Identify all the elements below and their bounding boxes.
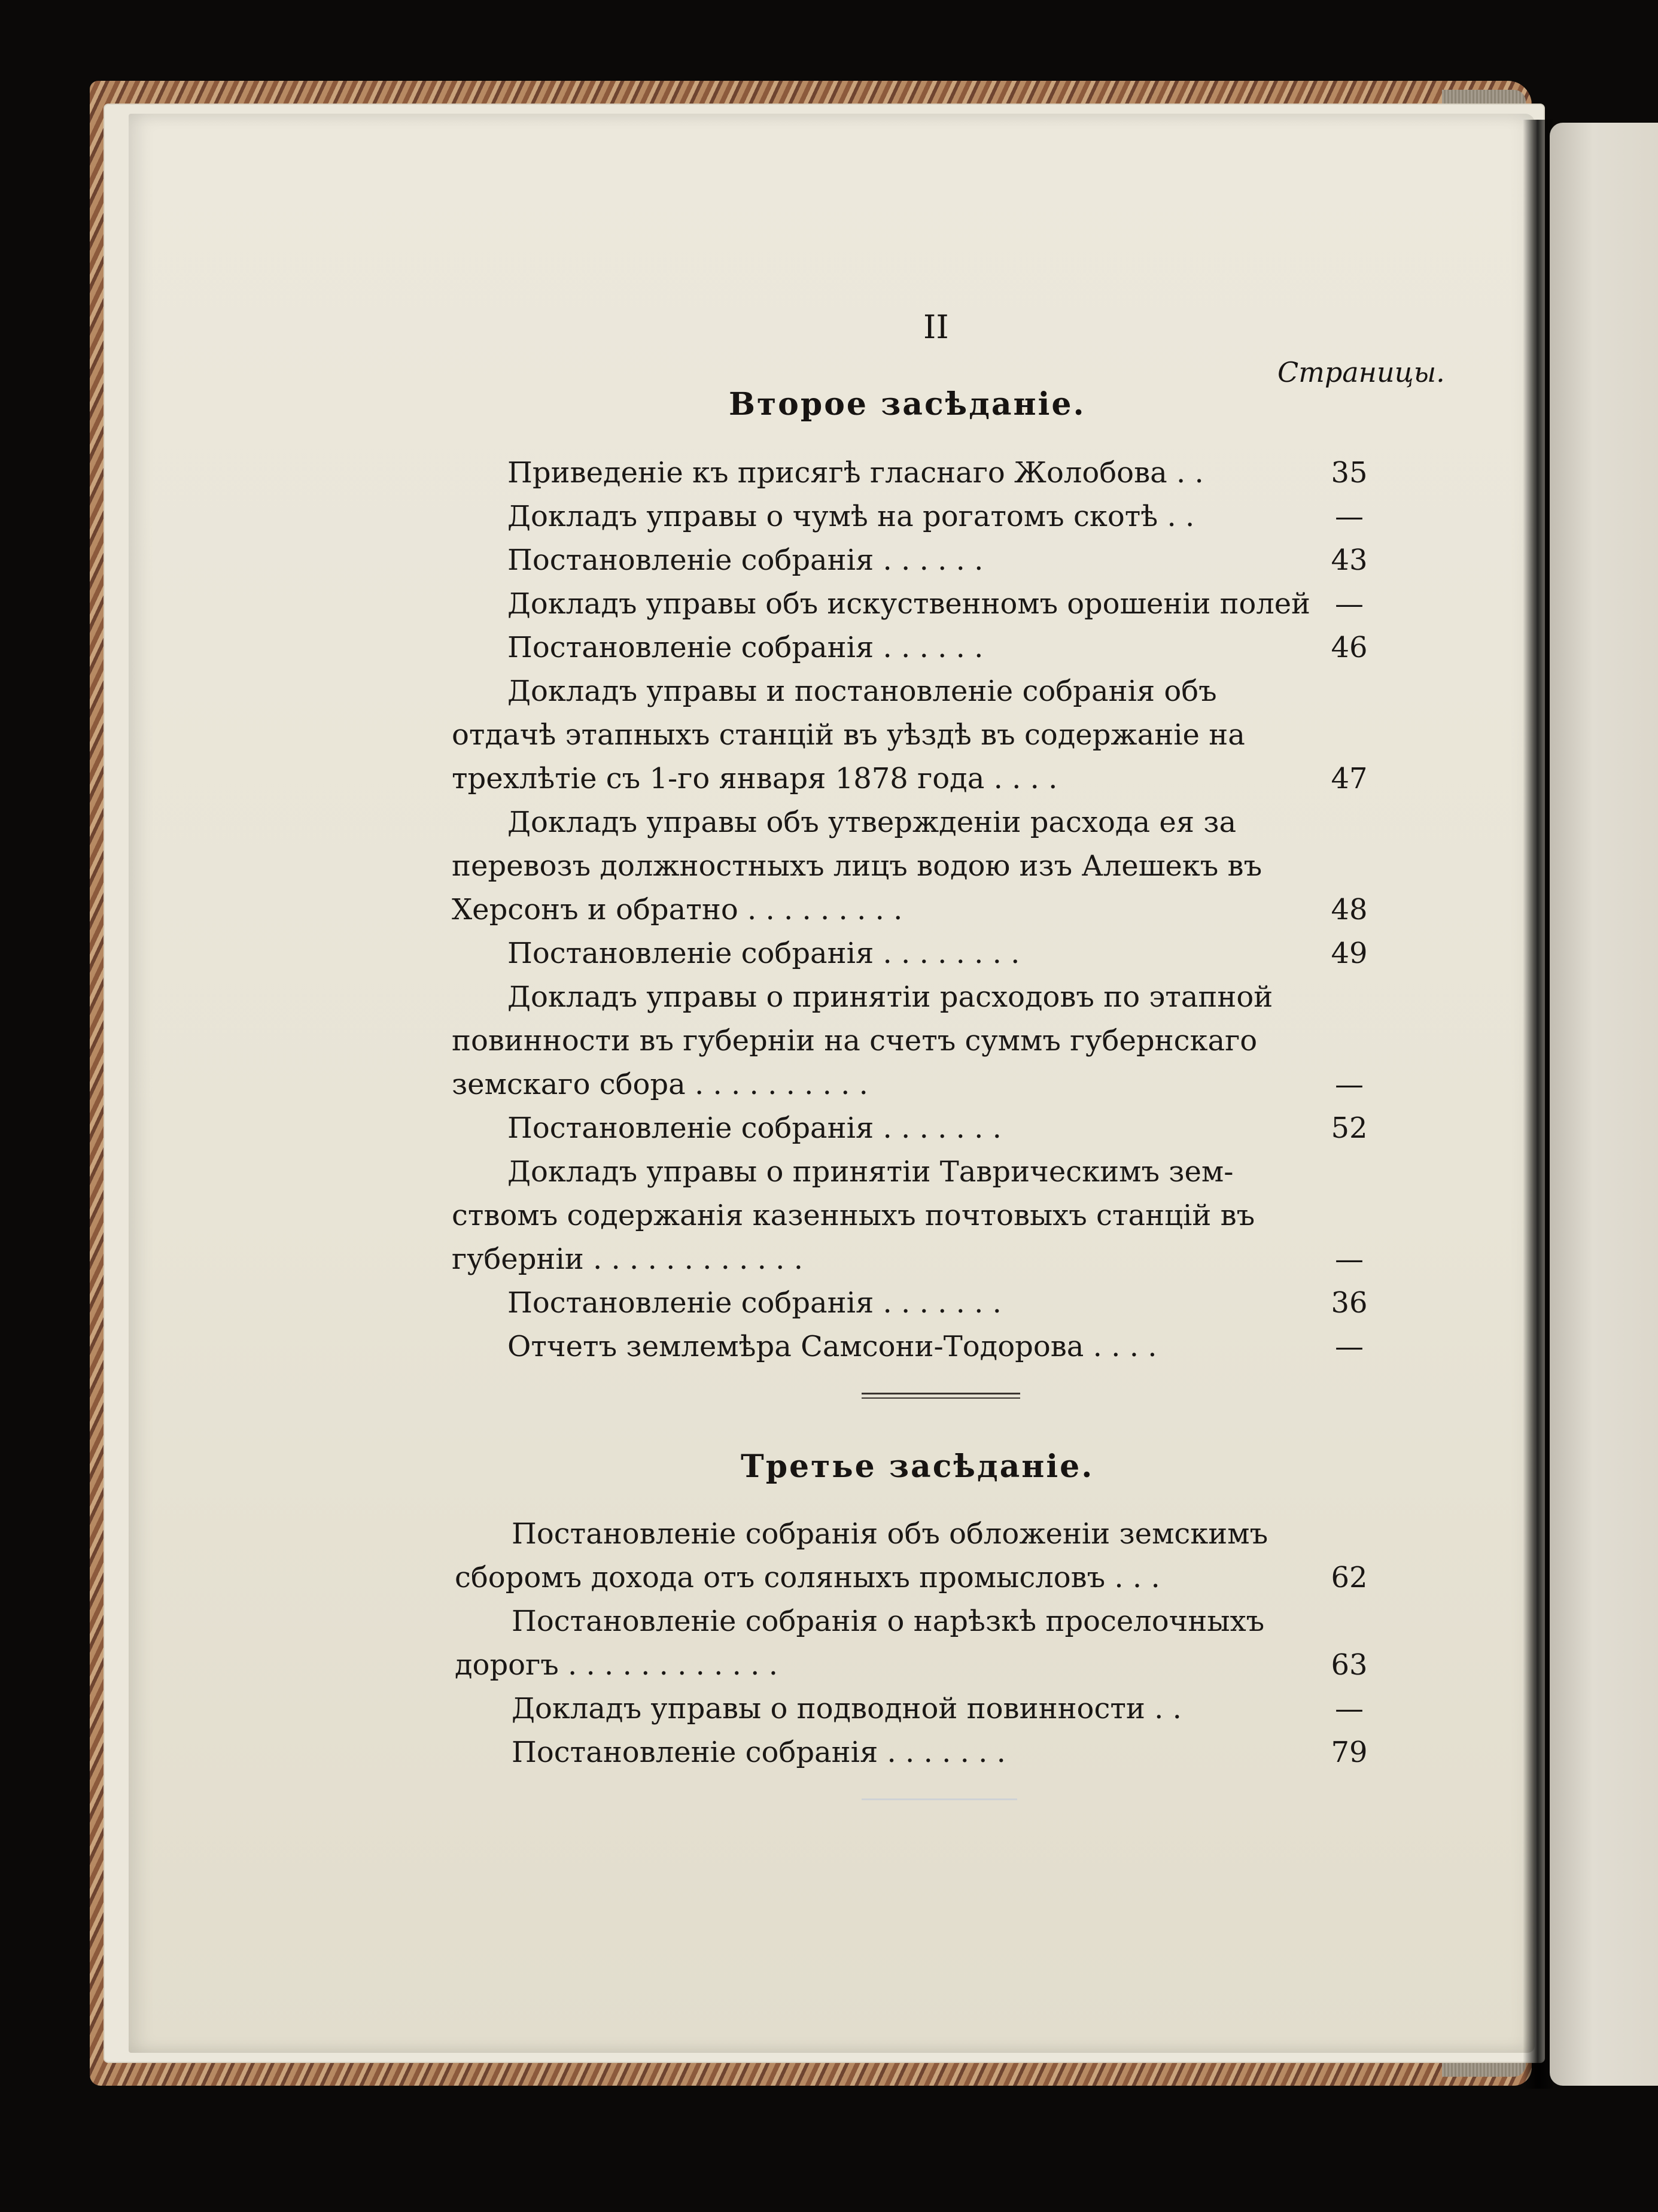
toc-page-number: 49 [1331, 937, 1368, 970]
toc-entry-line: Постановленіе собранія . . . . . . . [507, 1286, 1002, 1320]
toc-page-number: — [1335, 1068, 1364, 1101]
toc-entry-line: сборомъ дохода отъ соляныхъ промысловъ . . . [455, 1561, 1160, 1594]
toc-entry-line: Приведеніе къ присягѣ гласнаго Жолобова . . [507, 456, 1204, 490]
toc-entry-line: земскаго сбора . . . . . . . . . . [452, 1068, 868, 1101]
toc-entry-line: отдачѣ этапныхъ станцій въ уѣздѣ въ содержаніе на [452, 718, 1245, 752]
toc-entry-line: Докладъ управы и постановленіе собранія объ [507, 674, 1217, 708]
toc-entry-line: повинности въ губерніи на счетъ суммъ губернскаго [452, 1024, 1258, 1058]
toc-entry-line: трехлѣтіе съ 1-го января 1878 года . . . . [452, 762, 1058, 795]
toc-page-number: 36 [1331, 1286, 1368, 1320]
toc-entry-line: Постановленіе собранія . . . . . . [507, 631, 984, 664]
toc-entry-line: Постановленіе собранія объ обложеніи земскимъ [512, 1517, 1268, 1551]
toc-entry-line: Херсонъ и обратно . . . . . . . . . [452, 893, 903, 926]
toc-entry-line: губерніи . . . . . . . . . . . . [452, 1242, 803, 1276]
toc-page-number: — [1335, 500, 1364, 533]
toc-page-number: — [1335, 1692, 1364, 1725]
toc-entry-line: Докладъ управы объ искуственномъ орошеніи полей [507, 587, 1310, 621]
toc-page-number: 63 [1331, 1648, 1368, 1682]
toc-page-number: — [1335, 1330, 1364, 1363]
gutter-shadow [1523, 120, 1553, 2089]
toc-page-number: 43 [1331, 543, 1368, 577]
toc-entry-line: перевозъ должностныхъ лицъ водою изъ Алешекъ въ [452, 849, 1262, 883]
toc-entry-line: Постановленіе собранія . . . . . . . [507, 1111, 1002, 1145]
section-divider-rule [862, 1393, 1020, 1394]
toc-entry-line: Докладъ управы о чумѣ на рогатомъ скотѣ . . [507, 500, 1195, 533]
toc-page-number: — [1335, 587, 1364, 621]
toc-page-number: — [1335, 1242, 1364, 1276]
toc-page-number: 35 [1331, 456, 1368, 490]
toc-entry-line: Постановленіе собранія . . . . . . . . [507, 937, 1020, 970]
toc-page-number: 48 [1331, 893, 1368, 926]
toc-page-number: 46 [1331, 631, 1368, 664]
pages-column-caption: Страницы. [1277, 356, 1445, 388]
toc-entry-line: Отчетъ землемѣра Самсони-Тодорова . . . . [507, 1330, 1157, 1363]
toc-page-number: 62 [1331, 1561, 1368, 1594]
toc-entry-line: Докладъ управы о подводной повинности . . [512, 1692, 1182, 1725]
toc-page-number: 52 [1331, 1111, 1368, 1145]
page-number: II [923, 308, 949, 346]
toc-entry-line: Докладъ управы о принятіи расходовъ по этапной [507, 980, 1273, 1014]
toc-entry-line: Постановленіе собранія о нарѣзкѣ проселочныхъ [512, 1605, 1265, 1638]
toc-page-number: 47 [1331, 762, 1368, 795]
toc-entry-line: Докладъ управы о принятіи Таврическимъ зем- [507, 1155, 1234, 1189]
toc-entry-line: дорогъ . . . . . . . . . . . . [455, 1648, 778, 1682]
toc-page-number: 79 [1331, 1736, 1368, 1769]
toc-entry-line: Постановленіе собранія . . . . . . . [512, 1736, 1006, 1769]
toc-entry-line: Постановленіе собранія . . . . . . [507, 543, 984, 577]
section-heading: Второе засѣданіе. [729, 386, 1086, 423]
facing-page-edge [1550, 123, 1658, 2086]
bleed-through-rule [862, 1798, 1017, 1800]
toc-entry-line: ствомъ содержанія казенныхъ почтовыхъ станцій въ [452, 1199, 1255, 1232]
section-heading: Третье засѣданіе. [741, 1448, 1094, 1485]
section-divider-rule [862, 1397, 1020, 1399]
toc-entry-line: Докладъ управы объ утвержденіи расхода ея за [507, 806, 1237, 839]
